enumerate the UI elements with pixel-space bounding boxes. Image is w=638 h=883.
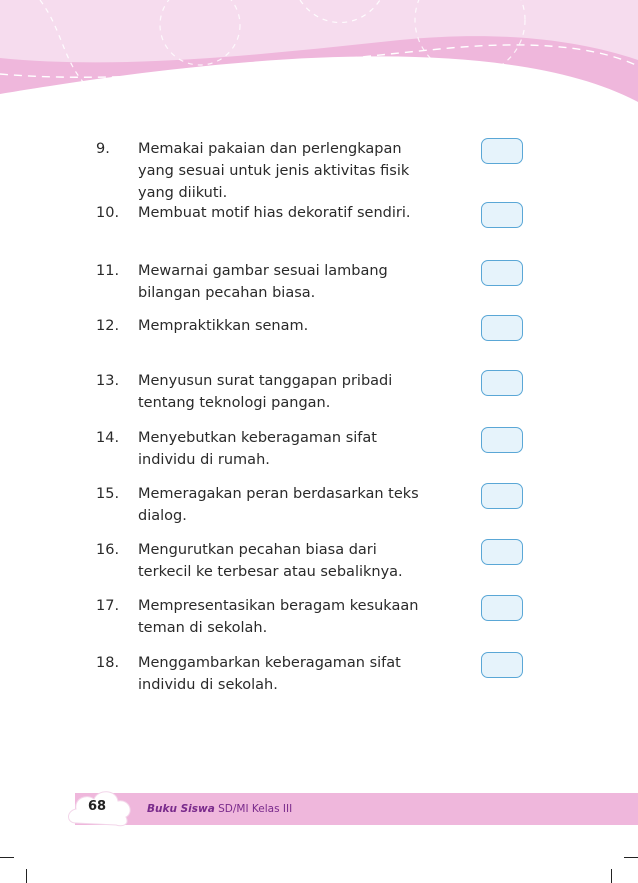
header-decoration — [0, 0, 638, 120]
book-title — [147, 803, 292, 815]
item-text: Membuat motif hias dekoratif sendiri. — [138, 205, 411, 221]
item-number: 9. — [96, 141, 110, 157]
answer-box[interactable] — [481, 202, 523, 228]
item-text: Mempraktikkan senam. — [138, 318, 309, 334]
item-text: Mempresentasikan beragam kesukaan teman di sekolah. — [138, 598, 419, 636]
item-text: Menyusun surat tanggapan pribadi tentang teknologi pangan. — [138, 373, 393, 411]
answer-box[interactable] — [481, 260, 523, 286]
answer-box[interactable] — [481, 370, 523, 396]
item-number: 11. — [96, 263, 120, 279]
item-number: 16. — [96, 542, 120, 558]
answer-box[interactable] — [481, 427, 523, 453]
answer-box[interactable] — [481, 652, 523, 678]
item-number: 13. — [96, 373, 120, 389]
item-number: 10. — [96, 205, 120, 221]
page-number: 68 — [88, 799, 107, 814]
answer-box[interactable] — [481, 539, 523, 565]
answer-box[interactable] — [481, 483, 523, 509]
item-text: Mewarnai gambar sesuai lambang bilangan pecahan biasa. — [138, 263, 388, 301]
crop-mark — [624, 857, 638, 858]
answer-box[interactable] — [481, 138, 523, 164]
item-text: Memakai pakaian dan perlengkapan yang sesuai untuk jenis aktivitas fisik yang diikuti. — [138, 141, 410, 201]
item-text: Menyebutkan keberagaman sifat individu di rumah. — [138, 430, 377, 468]
crop-mark — [26, 869, 27, 883]
item-text: Menggambarkan keberagaman sifat individu di sekolah. — [138, 655, 401, 693]
item-number: 18. — [96, 655, 120, 671]
book-title-rest: SD/MI Kelas III — [214, 803, 293, 815]
item-number: 15. — [96, 486, 120, 502]
item-number: 12. — [96, 318, 120, 334]
book-title-bold: Buku Siswa — [147, 803, 215, 815]
item-text: Mengurutkan pecahan biasa dari terkecil ke terbesar atau sebaliknya. — [138, 542, 403, 580]
crop-mark — [611, 869, 612, 883]
item-number: 17. — [96, 598, 120, 614]
answer-box[interactable] — [481, 595, 523, 621]
item-number: 14. — [96, 430, 120, 446]
crop-mark — [0, 857, 14, 858]
answer-box[interactable] — [481, 315, 523, 341]
item-text: Memeragakan peran berdasarkan teks dialog. — [138, 486, 419, 524]
